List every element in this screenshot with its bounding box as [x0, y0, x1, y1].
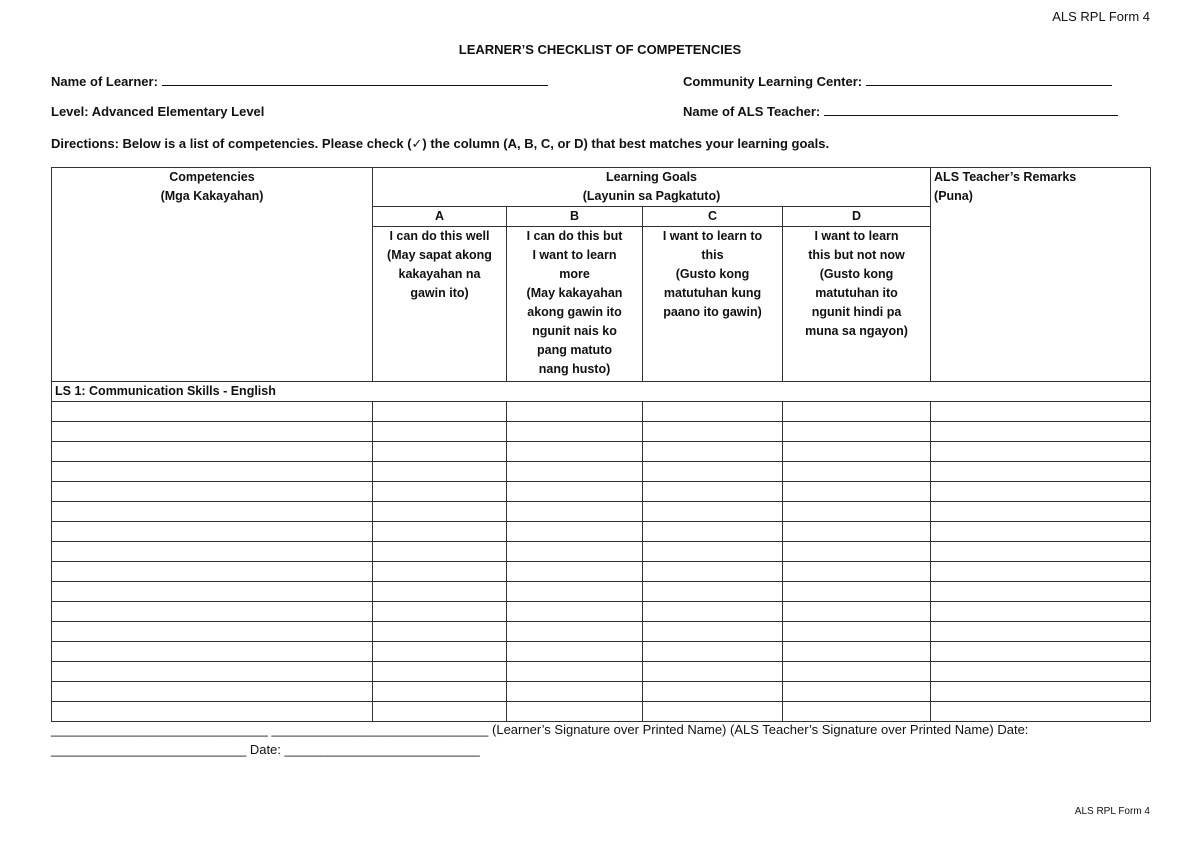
- goal-d-line: ngunit hindi pa: [811, 305, 902, 319]
- checkbox-cell[interactable]: [643, 622, 783, 642]
- competency-cell[interactable]: [52, 662, 373, 682]
- goal-c-line: paano ito gawin): [663, 305, 762, 319]
- checkbox-cell[interactable]: [783, 542, 931, 562]
- competency-cell[interactable]: [52, 642, 373, 662]
- competency-table: [51, 167, 1151, 722]
- checkbox-cell[interactable]: [643, 442, 783, 462]
- checkbox-cell[interactable]: [783, 422, 931, 442]
- goal-b-line: akong gawin ito: [527, 305, 622, 319]
- checkbox-cell[interactable]: [507, 522, 643, 542]
- competencies-sub: (Mga Kakayahan): [160, 189, 264, 203]
- teacher-name-blank[interactable]: [824, 104, 1118, 116]
- remarks-cell[interactable]: [931, 542, 1151, 562]
- checkbox-cell[interactable]: [643, 582, 783, 602]
- goal-c-line: I want to learn to: [662, 229, 763, 243]
- checkbox-cell[interactable]: [373, 442, 507, 462]
- goal-b-description: [507, 227, 643, 382]
- checkbox-cell[interactable]: [783, 562, 931, 582]
- goal-d-line: I want to learn: [814, 229, 899, 243]
- goal-b-line: nang husto): [538, 362, 611, 376]
- competency-cell[interactable]: [52, 702, 373, 722]
- learning-goals-header: Learning Goals: [606, 170, 698, 184]
- remarks-header: ALS Teacher’s Remarks: [934, 170, 1077, 184]
- table-row: [52, 562, 1151, 582]
- goal-d-letter: D: [783, 207, 931, 227]
- goal-d-line: matutuhan ito: [815, 286, 898, 300]
- checkbox-cell[interactable]: [373, 502, 507, 522]
- checkbox-cell[interactable]: [507, 442, 643, 462]
- table-row: [52, 462, 1151, 482]
- remarks-cell[interactable]: [931, 682, 1151, 702]
- checkbox-cell[interactable]: [373, 602, 507, 622]
- learner-name-blank[interactable]: [162, 74, 548, 86]
- remarks-cell[interactable]: [931, 582, 1151, 602]
- checkbox-cell[interactable]: [643, 662, 783, 682]
- directions: Directions: Below is a list of competencies. Please check (✓) the column (A, B, C, or D) that best matches your learning goals.: [51, 136, 830, 151]
- goal-a-letter: A: [373, 207, 507, 227]
- checkbox-cell[interactable]: [643, 482, 783, 502]
- remarks-cell[interactable]: [931, 562, 1151, 582]
- remarks-cell[interactable]: [931, 442, 1151, 462]
- checkbox-cell[interactable]: [507, 502, 643, 522]
- checkbox-cell[interactable]: [643, 502, 783, 522]
- checkbox-cell[interactable]: [507, 662, 643, 682]
- learning-goals-sub: (Layunin sa Pagkatuto): [582, 189, 721, 203]
- checkbox-cell[interactable]: [783, 502, 931, 522]
- remarks-cell[interactable]: [931, 622, 1151, 642]
- checkbox-cell[interactable]: [373, 422, 507, 442]
- checkbox-cell[interactable]: [783, 702, 931, 722]
- goal-c-letter: C: [643, 207, 783, 227]
- page-title: LEARNER’S CHECKLIST OF COMPETENCIES: [458, 42, 742, 57]
- section-row-ls1: LS 1: Communication Skills - English: [52, 382, 1151, 402]
- competency-cell[interactable]: [52, 522, 373, 542]
- remarks-cell[interactable]: [931, 642, 1151, 662]
- checkbox-cell[interactable]: [373, 682, 507, 702]
- checkbox-cell[interactable]: [783, 582, 931, 602]
- checkbox-cell[interactable]: [507, 682, 643, 702]
- remarks-cell[interactable]: [931, 422, 1151, 442]
- goal-c-line: this: [701, 248, 724, 262]
- competency-cell[interactable]: [52, 622, 373, 642]
- goal-c-line: (Gusto kong: [675, 267, 750, 281]
- competency-cell[interactable]: [52, 562, 373, 582]
- checkbox-cell[interactable]: [643, 682, 783, 702]
- goal-d-line: this but not now: [808, 248, 905, 262]
- checkbox-cell[interactable]: [373, 522, 507, 542]
- competency-cell[interactable]: [52, 542, 373, 562]
- checkbox-cell[interactable]: [643, 402, 783, 422]
- competency-cell[interactable]: [52, 482, 373, 502]
- goal-b-line: I want to learn: [532, 248, 617, 262]
- checkbox-cell[interactable]: [373, 562, 507, 582]
- checkbox-cell[interactable]: [643, 562, 783, 582]
- checkbox-cell[interactable]: [783, 462, 931, 482]
- remarks-cell[interactable]: [931, 462, 1151, 482]
- goal-a-line: kakayahan na: [398, 267, 481, 281]
- learner-name-label: Name of Learner:: [51, 74, 158, 89]
- checkbox-cell[interactable]: [373, 702, 507, 722]
- clc-label: Community Learning Center:: [683, 74, 863, 89]
- checkbox-cell[interactable]: [507, 562, 643, 582]
- competency-cell[interactable]: [52, 402, 373, 422]
- table-row: [52, 522, 1151, 542]
- checkbox-cell[interactable]: [507, 482, 643, 502]
- table-row: [52, 582, 1151, 602]
- goal-d-line: (Gusto kong: [819, 267, 894, 281]
- checkbox-cell[interactable]: [507, 602, 643, 622]
- clc-field: [683, 74, 1112, 89]
- competency-cell[interactable]: [52, 582, 373, 602]
- table-row: [52, 682, 1151, 702]
- checkbox-cell[interactable]: [373, 622, 507, 642]
- checkbox-cell[interactable]: [643, 702, 783, 722]
- goal-c-description: [643, 227, 783, 382]
- checkbox-cell[interactable]: [643, 422, 783, 442]
- competency-cell[interactable]: [52, 602, 373, 622]
- checkbox-cell[interactable]: [783, 522, 931, 542]
- remarks-cell[interactable]: [931, 662, 1151, 682]
- table-row: [52, 662, 1151, 682]
- table-row: [52, 702, 1151, 722]
- goal-b-line: more: [559, 267, 590, 281]
- table-row: [52, 622, 1151, 642]
- table-row: [52, 602, 1151, 622]
- competency-cell[interactable]: [52, 682, 373, 702]
- competency-cell[interactable]: [52, 422, 373, 442]
- goal-d-description: [783, 227, 931, 382]
- checkbox-cell[interactable]: [373, 642, 507, 662]
- form-code-bottom: ALS RPL Form 4: [1074, 806, 1150, 817]
- competency-cell[interactable]: [52, 502, 373, 522]
- goal-a-line: I can do this well: [389, 229, 490, 243]
- goal-b-letter: B: [507, 207, 643, 227]
- checkbox-cell[interactable]: [507, 642, 643, 662]
- checkbox-cell[interactable]: [783, 402, 931, 422]
- competency-cell[interactable]: [52, 462, 373, 482]
- checkbox-cell[interactable]: [783, 642, 931, 662]
- checkbox-cell[interactable]: [783, 602, 931, 622]
- checkbox-cell[interactable]: [643, 462, 783, 482]
- table-row: [52, 482, 1151, 502]
- table-row: [52, 422, 1151, 442]
- level-field: Level: Advanced Elementary Level: [51, 104, 265, 119]
- checkbox-cell[interactable]: [783, 682, 931, 702]
- learner-name-field: [51, 74, 548, 89]
- checkbox-cell[interactable]: [643, 642, 783, 662]
- goal-a-description: [373, 227, 507, 382]
- competency-cell[interactable]: [52, 442, 373, 462]
- checkbox-cell[interactable]: [507, 462, 643, 482]
- checkbox-cell[interactable]: [507, 622, 643, 642]
- goal-a-line: gawin ito): [410, 286, 469, 300]
- competencies-header: Competencies: [169, 170, 255, 184]
- checkbox-cell[interactable]: [507, 402, 643, 422]
- teacher-name-field: [683, 104, 1118, 119]
- goal-b-line: I can do this but: [526, 229, 623, 243]
- goal-b-line: pang matuto: [537, 343, 612, 357]
- remarks-cell[interactable]: [931, 522, 1151, 542]
- checkbox-cell[interactable]: [507, 702, 643, 722]
- goal-c-line: matutuhan kung: [663, 286, 762, 300]
- signature-block: ______________________________ ______________________________ (Learner’s Signature over Printed Name) (ALS Teacher’s Signature over Printed Name) Date: ___________________________ Date: ___________________________: [51, 722, 1029, 757]
- remarks-cell[interactable]: [931, 402, 1151, 422]
- checkbox-cell[interactable]: [373, 662, 507, 682]
- goal-b-line: (May kakayahan: [526, 286, 623, 300]
- table-row: [52, 442, 1151, 462]
- checkbox-cell[interactable]: [373, 402, 507, 422]
- checkbox-cell[interactable]: [643, 602, 783, 622]
- goal-a-line: (May sapat akong: [387, 248, 492, 262]
- checkbox-cell[interactable]: [373, 482, 507, 502]
- checkbox-cell[interactable]: [783, 482, 931, 502]
- checkbox-cell[interactable]: [507, 542, 643, 562]
- checkbox-cell[interactable]: [507, 582, 643, 602]
- form-code-top: ALS RPL Form 4: [1052, 9, 1150, 24]
- table-row: [52, 542, 1151, 562]
- checkbox-cell[interactable]: [783, 442, 931, 462]
- table-row: [52, 502, 1151, 522]
- table-row: [52, 642, 1151, 662]
- remarks-header-cell: [931, 168, 1151, 382]
- goal-b-line: ngunit nais ko: [532, 324, 617, 338]
- checkbox-cell[interactable]: [373, 582, 507, 602]
- remarks-cell[interactable]: [931, 502, 1151, 522]
- checkbox-cell[interactable]: [373, 462, 507, 482]
- remarks-cell[interactable]: [931, 482, 1151, 502]
- checkbox-cell[interactable]: [643, 542, 783, 562]
- checkbox-cell[interactable]: [373, 542, 507, 562]
- checkbox-cell[interactable]: [783, 662, 931, 682]
- learning-goals-header-cell: [373, 168, 931, 207]
- clc-blank[interactable]: [866, 74, 1112, 86]
- checkbox-cell[interactable]: [783, 622, 931, 642]
- remarks-cell[interactable]: [931, 602, 1151, 622]
- remarks-cell[interactable]: [931, 702, 1151, 722]
- checkbox-cell[interactable]: [507, 422, 643, 442]
- teacher-name-label: Name of ALS Teacher:: [683, 104, 821, 119]
- table-row: [52, 402, 1151, 422]
- competencies-header-cell: [52, 168, 373, 382]
- remarks-sub: (Puna): [934, 189, 973, 203]
- checkbox-cell[interactable]: [643, 522, 783, 542]
- goal-d-line: muna sa ngayon): [805, 324, 908, 338]
